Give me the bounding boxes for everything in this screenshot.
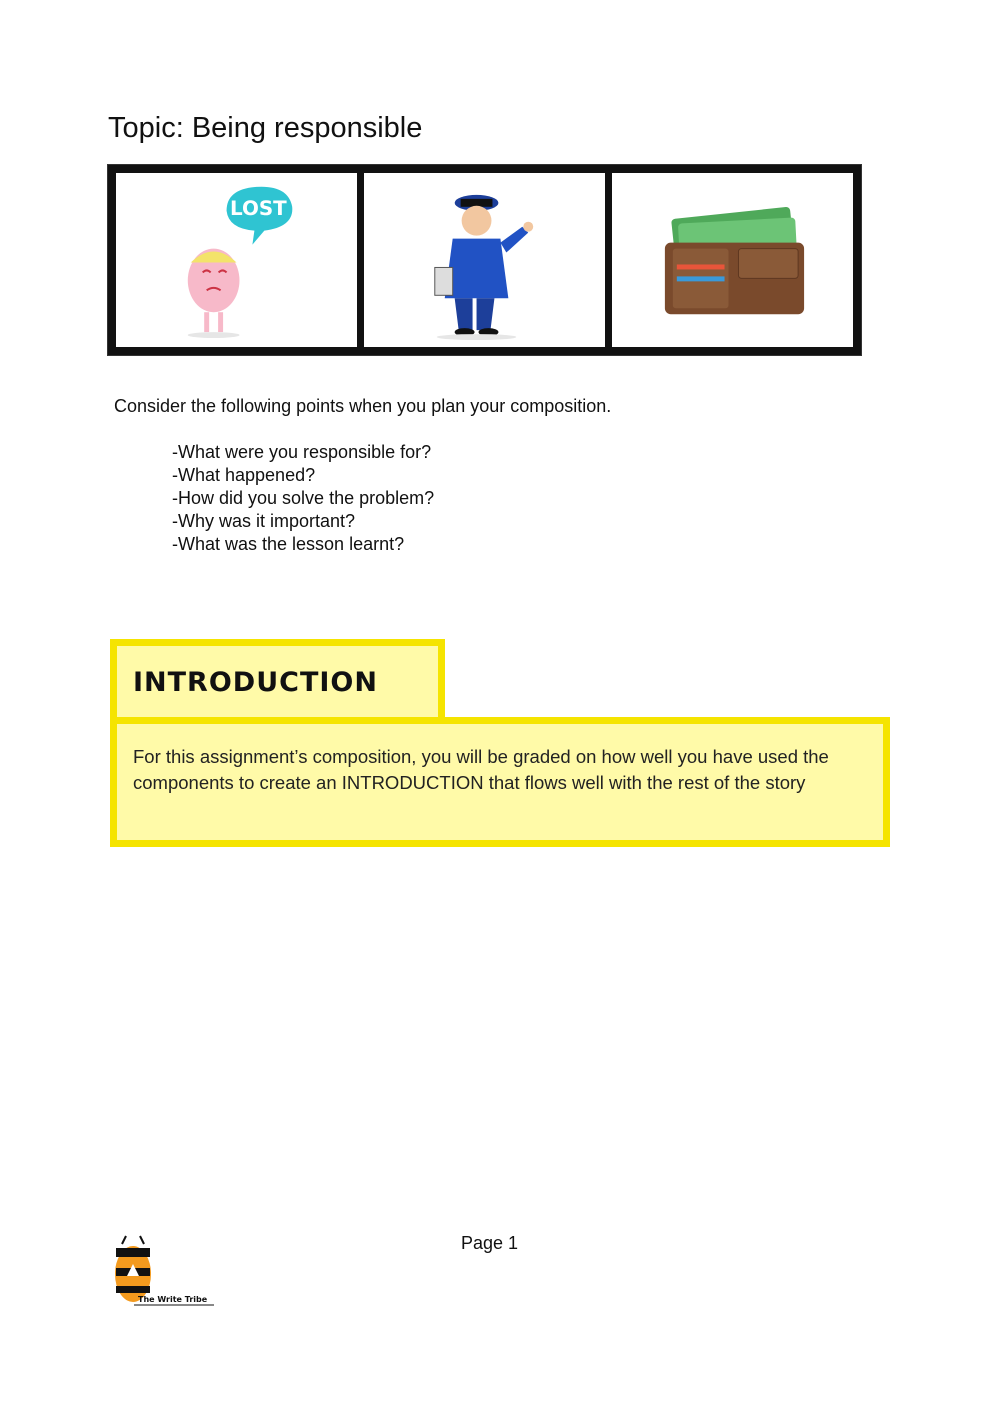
logo-text: The Write Tribe xyxy=(138,1295,208,1304)
list-item: -Why was it important? xyxy=(172,511,356,531)
list-item: -What happened? xyxy=(172,465,316,485)
police-officer-illustration xyxy=(364,173,605,347)
lost-panel xyxy=(116,173,357,347)
wallet-illustration xyxy=(612,173,853,347)
lost-speech-text: LOST xyxy=(230,196,287,220)
wallet-panel xyxy=(605,173,853,347)
page-number: Page 1 xyxy=(461,1233,519,1253)
image-strip xyxy=(108,165,861,355)
composition-prompt: Consider the following points when you plan your composition. xyxy=(114,396,612,416)
list-item: -What were you responsible for? xyxy=(172,442,432,462)
section-body: For this assignment’s composition, you will be graded on how well you have used the components to create an INTRODUCTION that flows well with the rest of the story xyxy=(133,746,829,793)
lost-character-illustration xyxy=(116,173,357,347)
topic-title: Topic: Being responsible xyxy=(108,112,423,144)
list-item: -How did you solve the problem? xyxy=(172,488,435,508)
write-tribe-logo xyxy=(108,1234,218,1310)
guiding-points-list xyxy=(172,441,434,556)
section-title: INTRODUCTION xyxy=(133,667,378,698)
police-panel xyxy=(357,173,605,347)
list-item: -What was the lesson learnt? xyxy=(172,534,405,554)
